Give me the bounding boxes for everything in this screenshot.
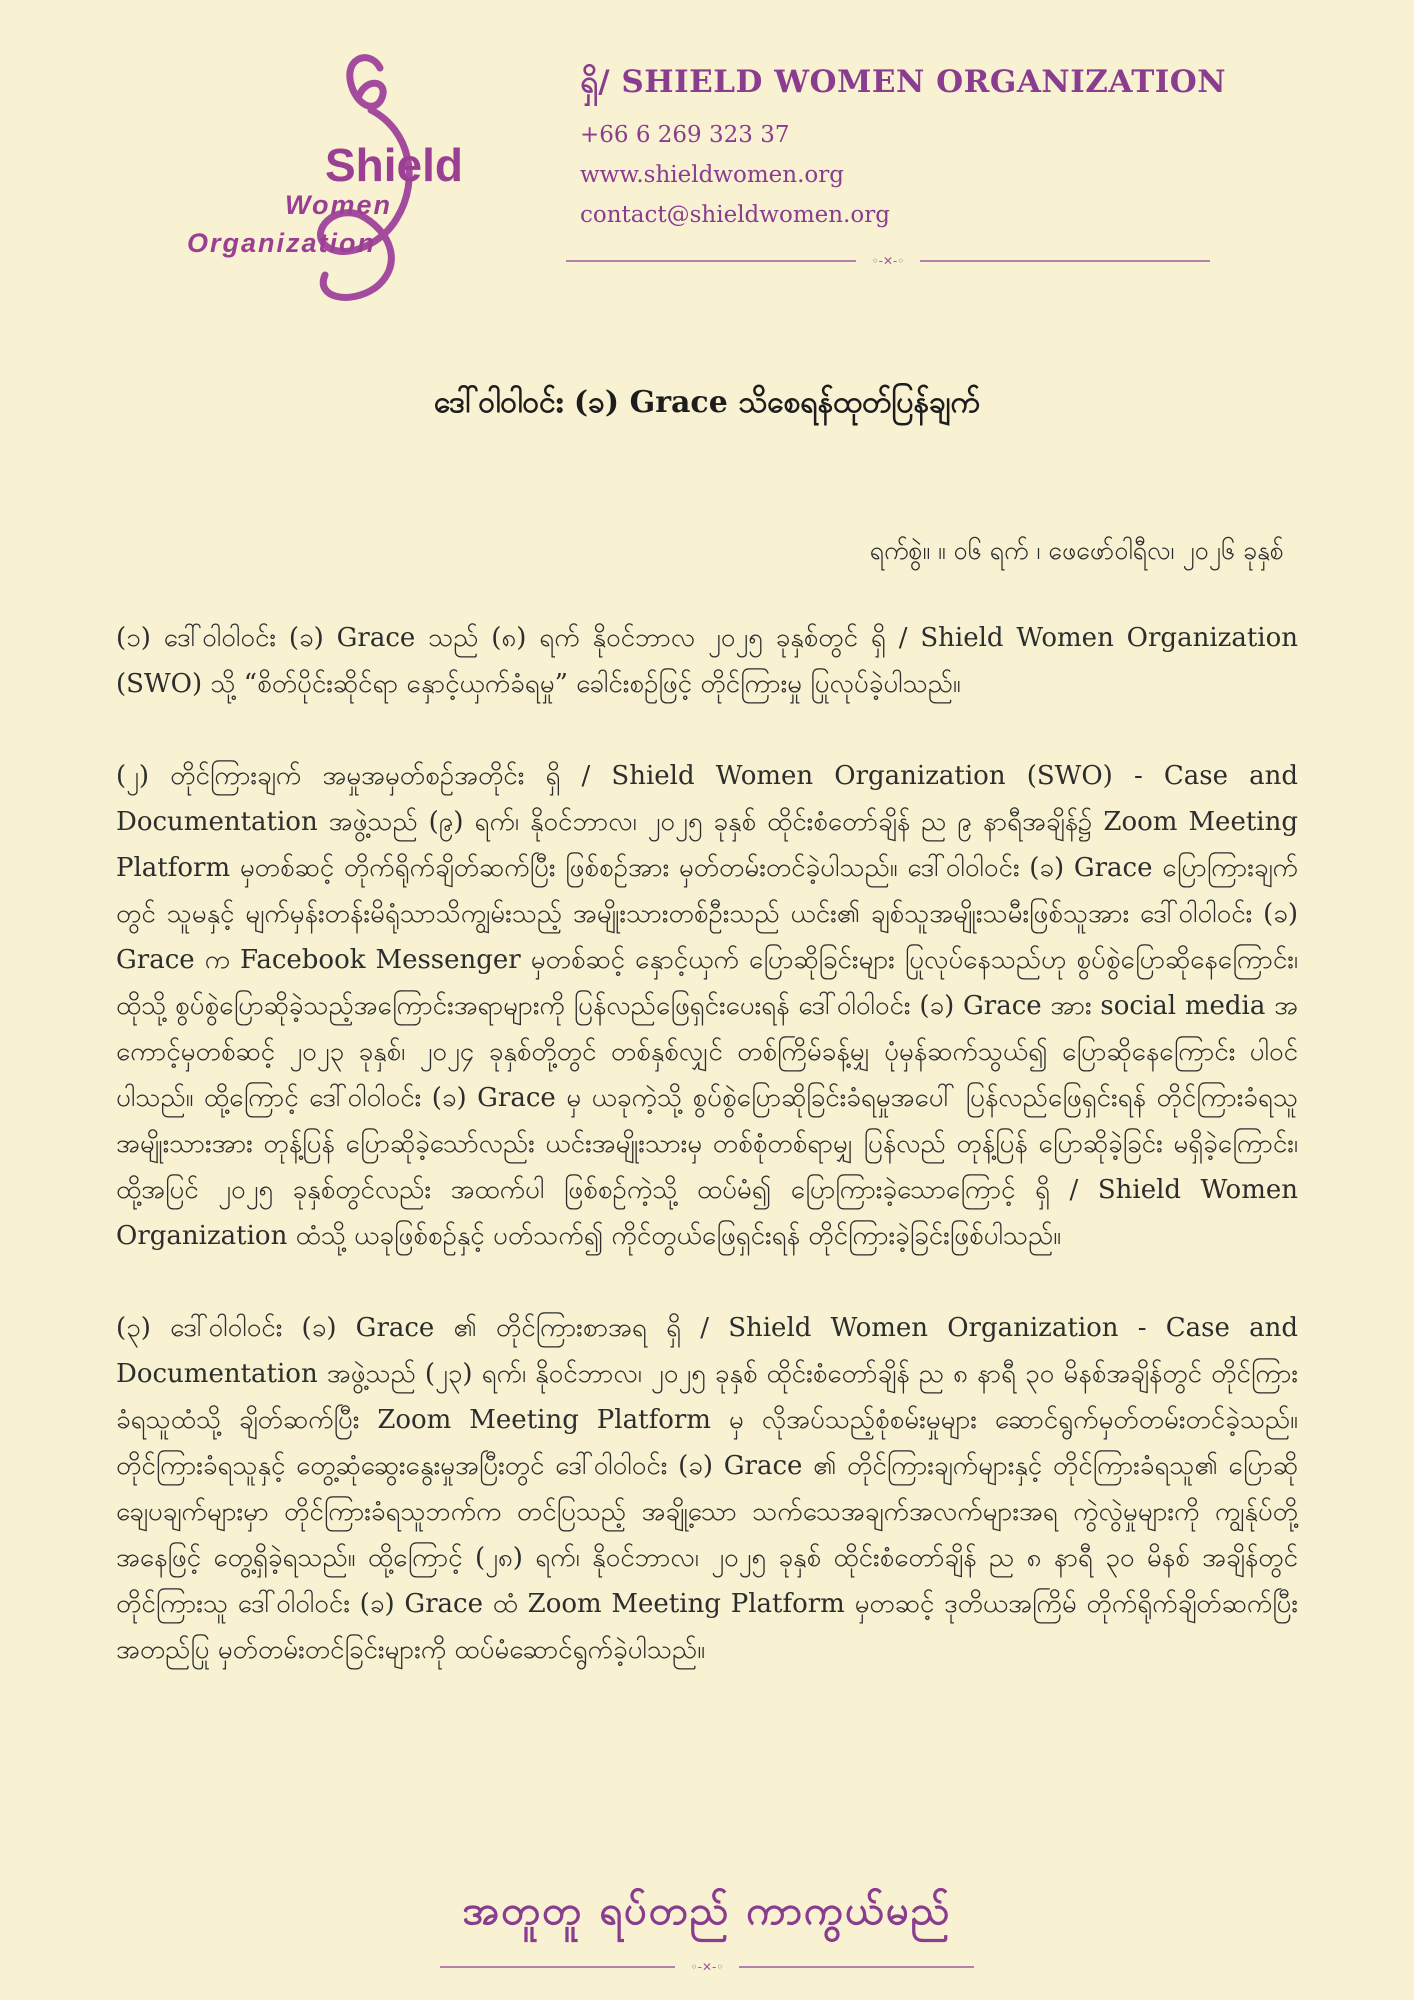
document-date: ရက်စွဲ။ ။ ၀၆ ရက် ၊ ဖေဖော်ဝါရီလ၊ ၂၀၂၆ ခုနှစ် bbox=[869, 536, 1284, 565]
header-divider bbox=[566, 254, 1210, 268]
logo-word-shield: Shield bbox=[325, 139, 464, 191]
document-body bbox=[116, 615, 1298, 1673]
shield-women-logo bbox=[175, 50, 555, 310]
svg-text:◦-✕-◦: ◦-✕-◦ bbox=[690, 1960, 724, 1974]
org-phone: +66 6 269 323 37 bbox=[580, 122, 790, 148]
paragraph-1: (၁) ဒေါ်ဝါဝါဝင်း (ခ) Grace သည် (၈) ရက် နိုဝင်ဘာလ ၂၀၂၅ ခုနှစ်တွင် ရှိ / Shield Women Organization (SWO) သို့ “စိတ်ပိုင်းဆိုင်ရာ နှောင့်ယှက်ခံရမှု” ခေါင်းစဉ်ဖြင့် တိုင်ကြားမှု ပြုလုပ်ခဲ့ပါသည်။ bbox=[116, 623, 1298, 699]
org-website: www.shieldwomen.org bbox=[580, 162, 844, 188]
org-name: ရှိ/ SHIELD WOMEN ORGANIZATION bbox=[580, 64, 1227, 100]
footer-motto: အတူတူ ရပ်တည် ကာကွယ်မည် bbox=[462, 1887, 952, 1934]
svg-text:◦-✕-◦: ◦-✕-◦ bbox=[871, 254, 905, 268]
document-title: ဒေါ်ဝါဝါဝင်း (ခ) Grace သိစေရန်ထုတ်ပြန်ချက် bbox=[433, 385, 981, 420]
logo-word-women: Women bbox=[285, 190, 393, 220]
org-contact-block bbox=[580, 62, 1227, 228]
logo-word-organization: Organization bbox=[187, 228, 377, 258]
paragraph-2: (၂) တိုင်ကြားချက် အမှုအမှတ်စဉ်အတိုင်း ရှိ / Shield Women Organization (SWO) - Case and Documentation အဖွဲ့သည် (၉) ရက်၊ နိုဝင်ဘာလ၊ ၂၀၂၅ ခုနှစ် ထိုင်းစံတော်ချိန် ည ၉ နာရီအချိန်၌ Zoom Meeting Platform မှတစ်ဆင့် တိုက်ရိုက်ချိတ်ဆက်ပြီး ဖြစ်စဉ်အား မှတ်တမ်းတင်ခဲ့ပါသည်။ ဒေါ်ဝါဝါဝင်း (ခ) Grace ပြောကြားချက်တွင် သူမနှင့် မျက်မှန်းတန်းမိရုံသာသိကျွမ်းသည့် အမျိုးသားတစ်ဦးသည် ယင်း၏ ချစ်သူအမျိုးသမီးဖြစ်သူအား ဒေါ်ဝါဝါဝင်း (ခ) Grace က Facebook Messenger မှတစ်ဆင့် နှောင့်ယှက် ပြောဆိုခြင်းများ ပြုလုပ်နေသည်ဟု စွပ်စွဲပြောဆိုနေကြောင်း၊ ထိုသို့ စွပ်စွဲပြောဆိုခဲ့သည့်အကြောင်းအရာများကို ပြန်လည်ဖြေရှင်းပေးရန် ဒေါ်ဝါဝါဝင်း (ခ) Grace အား social media အကောင့်မှတစ်ဆင့် ၂၀၂၃ ခုနှစ်၊ ၂၀၂၄ ခုနှစ်တို့တွင် တစ်နှစ်လျှင် တစ်ကြိမ်ခန့်မျှ ပုံမှန်ဆက်သွယ်၍ ပြောဆိုနေကြောင်း ပါဝင်ပါသည်။ ထို့ကြောင့် ဒေါ်ဝါဝါဝင်း (ခ) Grace မှ ယခုကဲ့သို့ စွပ်စွဲပြောဆိုခြင်းခံရမှုအပေါ် ပြန်လည်ဖြေရှင်းရန် တိုင်ကြားခံရသူ အမျိုးသားအား တုန့်ပြန် ပြောဆိုခဲ့သော်လည်း ယင်းအမျိုးသားမှ တစ်စုံတစ်ရာမျှ ပြန်လည် တုန့်ပြန် ပြောဆိုခဲ့ခြင်း မရှိခဲ့ကြောင်း၊ ထို့အပြင် ၂၀၂၅ ခုနှစ်တွင်လည်း အထက်ပါ ဖြစ်စဉ်ကဲ့သို့ ထပ်မံ၍ ပြောကြားခဲ့သောကြောင့် ရှိ / Shield Women Organization ထံသို့ ယခုဖြစ်စဉ်နှင့် ပတ်သက်၍ ကိုင်တွယ်ဖြေရှင်းရန် တိုင်ကြားခဲ့ခြင်းဖြစ်ပါသည်။ bbox=[116, 761, 1298, 1251]
org-email: contact@shieldwomen.org bbox=[580, 202, 890, 228]
footer-divider bbox=[440, 1960, 974, 1974]
paragraph-3: (၃) ဒေါ်ဝါဝါဝင်း (ခ) Grace ၏ တိုင်ကြားစာအရ ရှိ / Shield Women Organization - Case and Documentation အဖွဲ့သည် (၂၃) ရက်၊ နိုဝင်ဘာလ၊ ၂၀၂၅ ခုနှစ် ထိုင်းစံတော်ချိန် ည ၈ နာရီ ၃၀ မိနစ်အချိန်တွင် တိုင်ကြားခံရသူထံသို့ ချိတ်ဆက်ပြီး Zoom Meeting Platform မှ လိုအပ်သည့်စုံစမ်းမှုများ ဆောင်ရွက်မှတ်တမ်းတင်ခဲ့သည်။ တိုင်ကြားခံရသူနှင့် တွေ့ဆုံဆွေးနွေးမှုအပြီးတွင် ဒေါ်ဝါဝါဝင်း (ခ) Grace ၏ တိုင်ကြားချက်များနှင့် တိုင်ကြားခံရသူ၏ ပြောဆို ချေပချက်များမှာ တိုင်ကြားခံရသူဘက်က တင်ပြသည့် အချို့သော သက်သေအချက်အလက်များအရ ကွဲလွဲမှုများကို ကျွန်ုပ်တို့အနေဖြင့် တွေ့ရှိခဲ့ရသည်။ ထို့ကြောင့် (၂၈) ရက်၊ နိုဝင်ဘာလ၊ ၂၀၂၅ ခုနှစ် ထိုင်းစံတော်ချိန် ည ၈ နာရီ ၃၀ မိနစ် အချိန်တွင် တိုင်ကြားသူ ဒေါ်ဝါဝါဝင်း (ခ) Grace ထံ Zoom Meeting Platform မှတဆင့် ဒုတိယအကြိမ် တိုက်ရိုက်ချိတ်ဆက်ပြီး အတည်ပြု မှတ်တမ်းတင်ခြင်းများကို ထပ်မံဆောင်ရွက်ခဲ့ပါသည်။ bbox=[116, 1313, 1298, 1665]
